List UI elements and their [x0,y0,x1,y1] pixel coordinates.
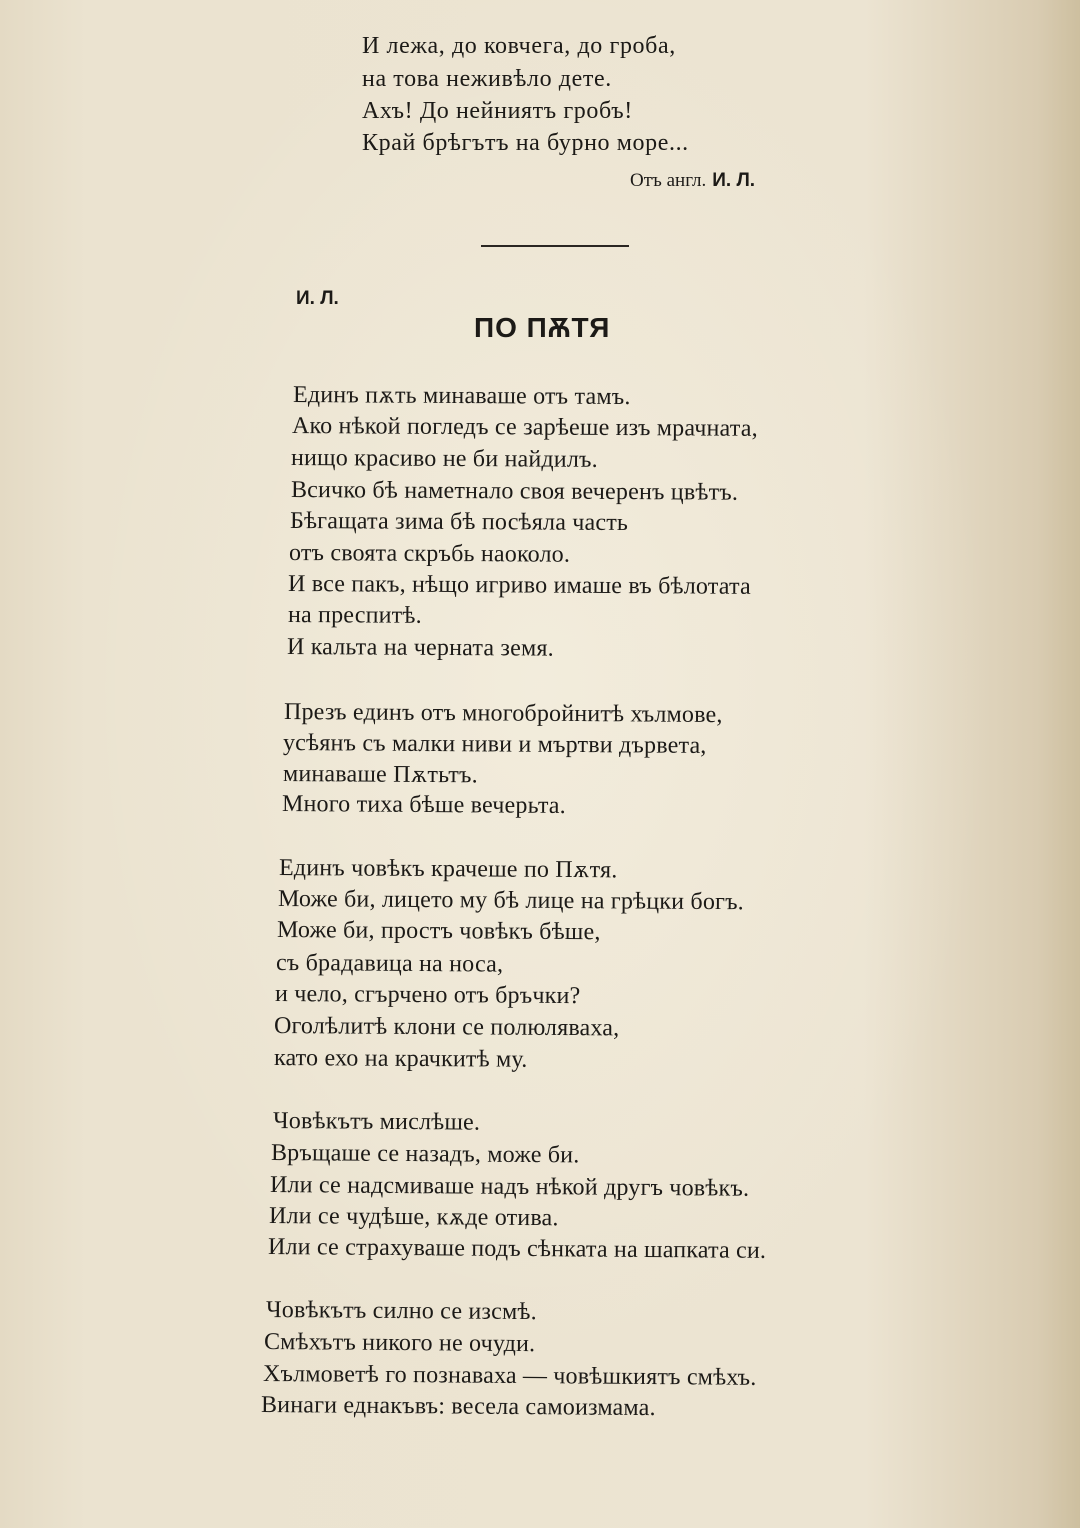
poem-line: усѣянъ съ малки ниви и мъртви дървета, [282,730,707,759]
poem-line: Може би, простъ човѣкъ бѣше, [276,917,601,946]
poem-line: Може би, лицето му бѣ лице на грѣцки богъ. [277,886,745,916]
epigraph-line: Ахъ! До нейниятъ гробъ! [362,98,633,124]
epigraph-line: И лежа, до ковчега, до гроба, [362,33,676,59]
poem-line: и чело, сгърчено отъ бръчки? [274,981,581,1010]
poem-line: като ехо на крачкитѣ му. [273,1045,528,1073]
poem-line: Бѣгащата зима бѣ посѣяла часть [289,508,629,537]
poem-line: на преспитѣ. [287,602,422,629]
attribution-prefix: Отъ англ. [630,170,707,191]
poem-line: Смѣхътъ никого не очуди. [263,1329,536,1358]
poem-line: Връщаше се назадъ, може би. [270,1140,580,1169]
epigraph-line: на това неживѣло дете. [362,66,612,92]
poem-line: И кальта на черната земя. [286,634,554,662]
epigraph-line: Край брѣгътъ на бурно море... [362,130,689,156]
poem-line: Човѣкътъ силно се изсмѣ. [265,1297,537,1326]
poem-title: ПО ПѪТЯ [474,312,611,343]
poem-line: Много тиха бѣше вечерьта. [281,791,566,819]
poem-author: И. Л. [296,288,339,309]
poem-line: Единъ пѫть минаваше отъ тамъ. [292,382,631,411]
poem-line: Всичко бѣ наметнало своя вечеренъ цвѣтъ. [290,477,739,506]
poem-line: съ брадавица на носа, [275,950,504,978]
poem-line: минаваше Пѫтьтъ. [282,761,478,789]
poem-line: Единъ човѣкъ крачеше по Пѫтя. [278,855,618,884]
poem-line: Или се надсмиваше надъ нѣкой другъ човѣкъ. [269,1172,750,1202]
poem-line: Или се страхуваше подъ сѣнката на шапката си. [267,1234,767,1264]
poem-line: Човѣкътъ мислѣше. [272,1108,481,1136]
epigraph-attribution [630,170,755,192]
poem-line: Или се чудѣше, кѫде отива. [268,1203,559,1232]
poem-line: Презъ единъ отъ многобройнитѣ хълмове, [283,699,723,729]
poem-line: нищо красиво не би найдилъ. [290,445,598,473]
poem-line: Винаги еднакъвъ: весела самоизмама. [260,1392,656,1422]
section-divider [481,245,629,247]
poem-line: Хълмоветѣ го познаваха — човѣшкиятъ смѣхъ. [262,1361,757,1391]
poem-line: отъ своята скръбь наоколо. [288,540,571,568]
poem-line: Ако нѣкой погледъ се зарѣеше изъ мрачната, [291,413,758,442]
attribution-name: И. Л. [712,170,756,191]
poem-line: Оголѣлитѣ клони се полюляваха, [273,1013,620,1042]
poem-line: И все пакъ, нѣщо игриво имаше въ бѣлотата [287,571,751,600]
